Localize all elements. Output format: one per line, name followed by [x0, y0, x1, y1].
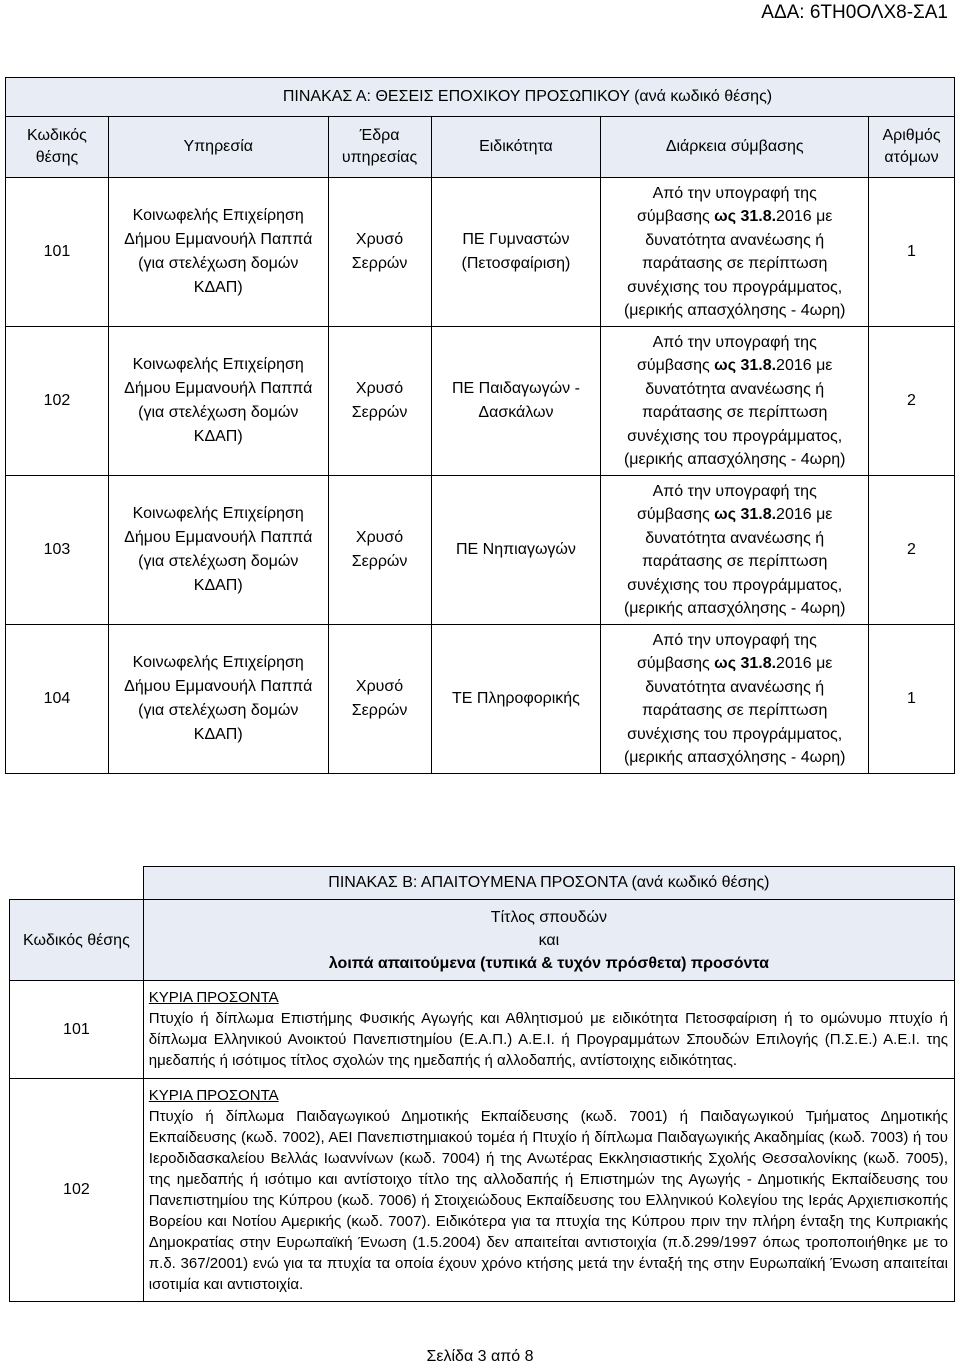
seat-cell [328, 476, 431, 625]
count-cell: 2 [869, 476, 955, 625]
specialty-line: ΤΕ Πληροφορικής [452, 690, 580, 707]
service-line: (για στελέχωση δομών [138, 404, 299, 421]
table-b-title: ΠΙΝΑΚΑΣ Β: ΑΠΑΙΤΟΥΜΕΝΑ ΠΡΟΣΟΝΤΑ (ανά κωδικό θέσης) [143, 867, 954, 900]
service-line: Κοινωφελής Επιχείρηση [132, 654, 304, 671]
duration-cell [601, 178, 869, 327]
table-a-header-row [6, 117, 955, 178]
seat-line: Σερρών [351, 702, 408, 719]
specialty-cell [431, 625, 601, 774]
duration-line: συνέχισης του προγράμματος, [627, 278, 843, 296]
duration-line: συνέχισης του προγράμματος, [627, 427, 843, 445]
specialty-line: ΠΕ Γυμναστών [462, 231, 570, 248]
specialty-line: (Πετοσφαίριση) [461, 255, 571, 272]
header-req-line1: Τίτλος σπουδών [490, 908, 607, 926]
seat-cell [328, 625, 431, 774]
table-a-title-row [6, 78, 955, 117]
table-row [6, 476, 955, 625]
service-line: Κοινωφελής Επιχείρηση [132, 207, 304, 224]
table-b-corner [10, 867, 144, 900]
duration-line: 2016 με [776, 506, 833, 523]
requirements-text: Πτυχίο ή δίπλωμα Επιστήμης Φυσικής Αγωγής και Αθλητισμού με ειδικότητα Πετοσφαίριση ή το ομώνυμο πτυχίο ή δίπλωμα Ελληνικού Ανοικτού Πανεπιστημίου (Ε.Α.Π.) Α.Ε.Ι. ή Προγραμμάτων Σπουδών Επιλογής (Π.Σ.Ε.) Α.Ε.Ι. της ημεδαπής ή ισότιμος τίτλος σχολών της ημεδαπής ή αλλοδαπής, αντίστοιχης ειδικότητας. [148, 1010, 948, 1069]
duration-end-date: ως 31.8. [714, 655, 777, 672]
specialty-cell [431, 476, 601, 625]
header-code-line1: Κωδικός [27, 127, 87, 144]
service-cell [108, 327, 328, 476]
seat-cell [328, 327, 431, 476]
count-cell: 1 [869, 625, 955, 774]
table-a [5, 77, 955, 774]
service-line: ΚΔΑΠ) [193, 726, 243, 743]
page-number: Σελίδα 3 από 8 [426, 1348, 534, 1365]
duration-end-date: ως 31.8. [714, 357, 777, 374]
duration-line: δυνατότητα ανανέωσης ή [645, 380, 825, 398]
service-line: (για στελέχωση δομών [138, 553, 299, 570]
seat-line: Χρυσό [355, 231, 404, 248]
seat-cell [328, 178, 431, 327]
duration-line: (μερικής απασχόλησης - 4ωρη) [623, 302, 846, 319]
header-code [6, 117, 109, 178]
seat-line: Χρυσό [355, 678, 404, 695]
duration-cell [601, 625, 869, 774]
table-a-title: ΠΙΝΑΚΑΣ Α: ΘΕΣΕΙΣ ΕΠΟΧΙΚΟΥ ΠΡΟΣΩΠΙΚΟΥ (ανά κωδικό θέσης) [6, 78, 955, 117]
table-row [10, 981, 955, 1079]
service-line: (για στελέχωση δομών [138, 255, 299, 272]
position-code: 104 [6, 625, 109, 774]
service-line: Δήμου Εμμανουήλ Παππά [124, 380, 313, 397]
service-line: ΚΔΑΠ) [193, 279, 243, 296]
duration-line: σύμβασης [636, 357, 715, 374]
duration-line: 2016 με [776, 357, 833, 374]
table-row [6, 625, 955, 774]
position-code: 103 [6, 476, 109, 625]
table-b-title-row [10, 867, 955, 900]
table-row [6, 327, 955, 476]
requirements-cell [143, 1079, 954, 1302]
duration-line: Από την υπογραφή της [652, 631, 817, 649]
duration-cell [601, 476, 869, 625]
header-service: Υπηρεσία [108, 117, 328, 178]
service-line: Κοινωφελής Επιχείρηση [132, 505, 304, 522]
count-cell: 2 [869, 327, 955, 476]
duration-line: παράτασης σε περίπτωση [642, 553, 828, 570]
seat-line: Χρυσό [355, 529, 404, 546]
duration-line: δυνατότητα ανανέωσης ή [645, 231, 825, 249]
header-req-line3: λοιπά απαιτούμενα (τυπικά & τυχόν πρόσθετα) προσόντα [328, 954, 769, 972]
service-line: ΚΔΑΠ) [193, 428, 243, 445]
duration-line: παράτασης σε περίπτωση [642, 404, 828, 421]
header-seat [328, 117, 431, 178]
header-count [869, 117, 955, 178]
position-code: 101 [6, 178, 109, 327]
duration-line: Από την υπογραφή της [652, 333, 817, 351]
service-line: Δήμου Εμμανουήλ Παππά [124, 678, 313, 695]
header-code-b: Κωδικός θέσης [10, 900, 144, 981]
specialty-line: ΠΕ Παιδαγωγών - [451, 380, 580, 397]
position-code: 102 [6, 327, 109, 476]
duration-end-date: ως 31.8. [714, 208, 777, 225]
position-code: 102 [10, 1079, 144, 1302]
header-count-line2: ατόμων [884, 149, 939, 166]
service-cell [108, 625, 328, 774]
table-row [6, 178, 955, 327]
duration-line: Από την υπογραφή της [652, 482, 817, 500]
specialty-cell [431, 178, 601, 327]
service-line: Δήμου Εμμανουήλ Παππά [124, 231, 313, 248]
duration-end-date: ως 31.8. [714, 506, 777, 523]
header-code-line2: θέσης [35, 149, 79, 166]
duration-line: 2016 με [776, 208, 833, 225]
duration-line: συνέχισης του προγράμματος, [627, 576, 843, 594]
duration-line: (μερικής απασχόλησης - 4ωρη) [623, 451, 846, 468]
duration-line: σύμβασης [636, 506, 715, 523]
requirements-cell [143, 981, 954, 1079]
specialty-line: ΠΕ Νηπιαγωγών [455, 541, 576, 558]
duration-line: 2016 με [776, 655, 833, 672]
table-b [9, 866, 955, 1302]
seat-line: Χρυσό [355, 380, 404, 397]
duration-line: παράτασης σε περίπτωση [642, 255, 828, 272]
duration-line: (μερικής απασχόλησης - 4ωρη) [623, 600, 846, 617]
specialty-line: Δασκάλων [478, 404, 554, 421]
header-duration: Διάρκεια σύμβασης [601, 117, 869, 178]
ada-code: ΑΔΑ: 6ΤΗ0ΟΛΧ8-ΣΑ1 [761, 2, 948, 23]
header-requirements [143, 900, 954, 981]
service-cell [108, 476, 328, 625]
seat-line: Σερρών [351, 553, 408, 570]
duration-line: Από την υπογραφή της [652, 184, 817, 202]
header-req-line2: και [538, 931, 560, 949]
count-cell: 1 [869, 178, 955, 327]
header-seat-line1: Έδρα [359, 127, 400, 144]
duration-line: δυνατότητα ανανέωσης ή [645, 529, 825, 547]
duration-line: συνέχισης του προγράμματος, [627, 725, 843, 743]
service-line: ΚΔΑΠ) [193, 577, 243, 594]
specialty-cell [431, 327, 601, 476]
service-line: Δήμου Εμμανουήλ Παππά [124, 529, 313, 546]
requirements-text: Πτυχίο ή δίπλωμα Παιδαγωγικού Δημοτικής Εκπαίδευσης (κωδ. 7001) ή Παιδαγωγικού Τμήματος Δημοτικής Εκπαίδευσης (κωδ. 7002), ΑΕΙ Πανεπιστημιακού τομέα ή Πτυχίο ή δίπλωμα Παιδαγωγικής Ακαδημίας (κωδ. 7003) ή του Ιεροδιδασκαλείου Βελλάς Ιωαννίνων (κωδ. 7004) ή της Ανωτέρας Εκκλησιαστικής Σχολής Θεσσαλονίκης (κωδ. 7005), της ημεδαπής ή ισότιμο και αντίστοιχο τίτλο της αλλοδαπής ή Επιστημών της Αγωγής - Δημοτικής Εκπαίδευσης του Πανεπιστημίου της Κύπρου (κωδ. 7006) ή Στοιχειώδους Εκπαίδευσης του Ελληνικού Κολεγίου της Ιεράς Αρχιεπισκοπής Βορείου και Νοτίου Αμερικής (κωδ. 7007). Ειδικότερα για τα πτυχία της Κύπρου πριν την πλήρη ένταξη της Κυπριακής Δημοκρατίας στην Ευρωπαϊκή Ένωση (1.5.2004) δεν απαιτείται αντιστοιχία (π.δ.299/1997 όπως τροποποιήθηκε με το π.δ. 367/2001) ενώ για τα πτυχία τα οποία έχουν χρόνο κτήσης μετά την ένταξή της στην Ευρωπαϊκή Ένωση απαιτείται ισοτιμία και αντιστοιχία. [148, 1108, 948, 1293]
service-line: (για στελέχωση δομών [138, 702, 299, 719]
requirements-label: ΚΥΡΙΑ ΠΡΟΣΟΝΤΑ [148, 1087, 279, 1104]
duration-line: δυνατότητα ανανέωσης ή [645, 678, 825, 696]
header-seat-line2: υπηρεσίας [341, 149, 418, 166]
service-line: Κοινωφελής Επιχείρηση [132, 356, 304, 373]
table-row [10, 1079, 955, 1302]
header-specialty: Ειδικότητα [431, 117, 601, 178]
duration-line: (μερικής απασχόλησης - 4ωρη) [623, 749, 846, 766]
duration-cell [601, 327, 869, 476]
requirements-label: ΚΥΡΙΑ ΠΡΟΣΟΝΤΑ [148, 989, 279, 1006]
header-count-line1: Αριθμός [882, 127, 941, 144]
seat-line: Σερρών [351, 255, 408, 272]
duration-line: σύμβασης [636, 655, 715, 672]
duration-line: σύμβασης [636, 208, 715, 225]
duration-line: παράτασης σε περίπτωση [642, 702, 828, 719]
table-b-header-row [10, 900, 955, 981]
seat-line: Σερρών [351, 404, 408, 421]
service-cell [108, 178, 328, 327]
position-code: 101 [10, 981, 144, 1079]
